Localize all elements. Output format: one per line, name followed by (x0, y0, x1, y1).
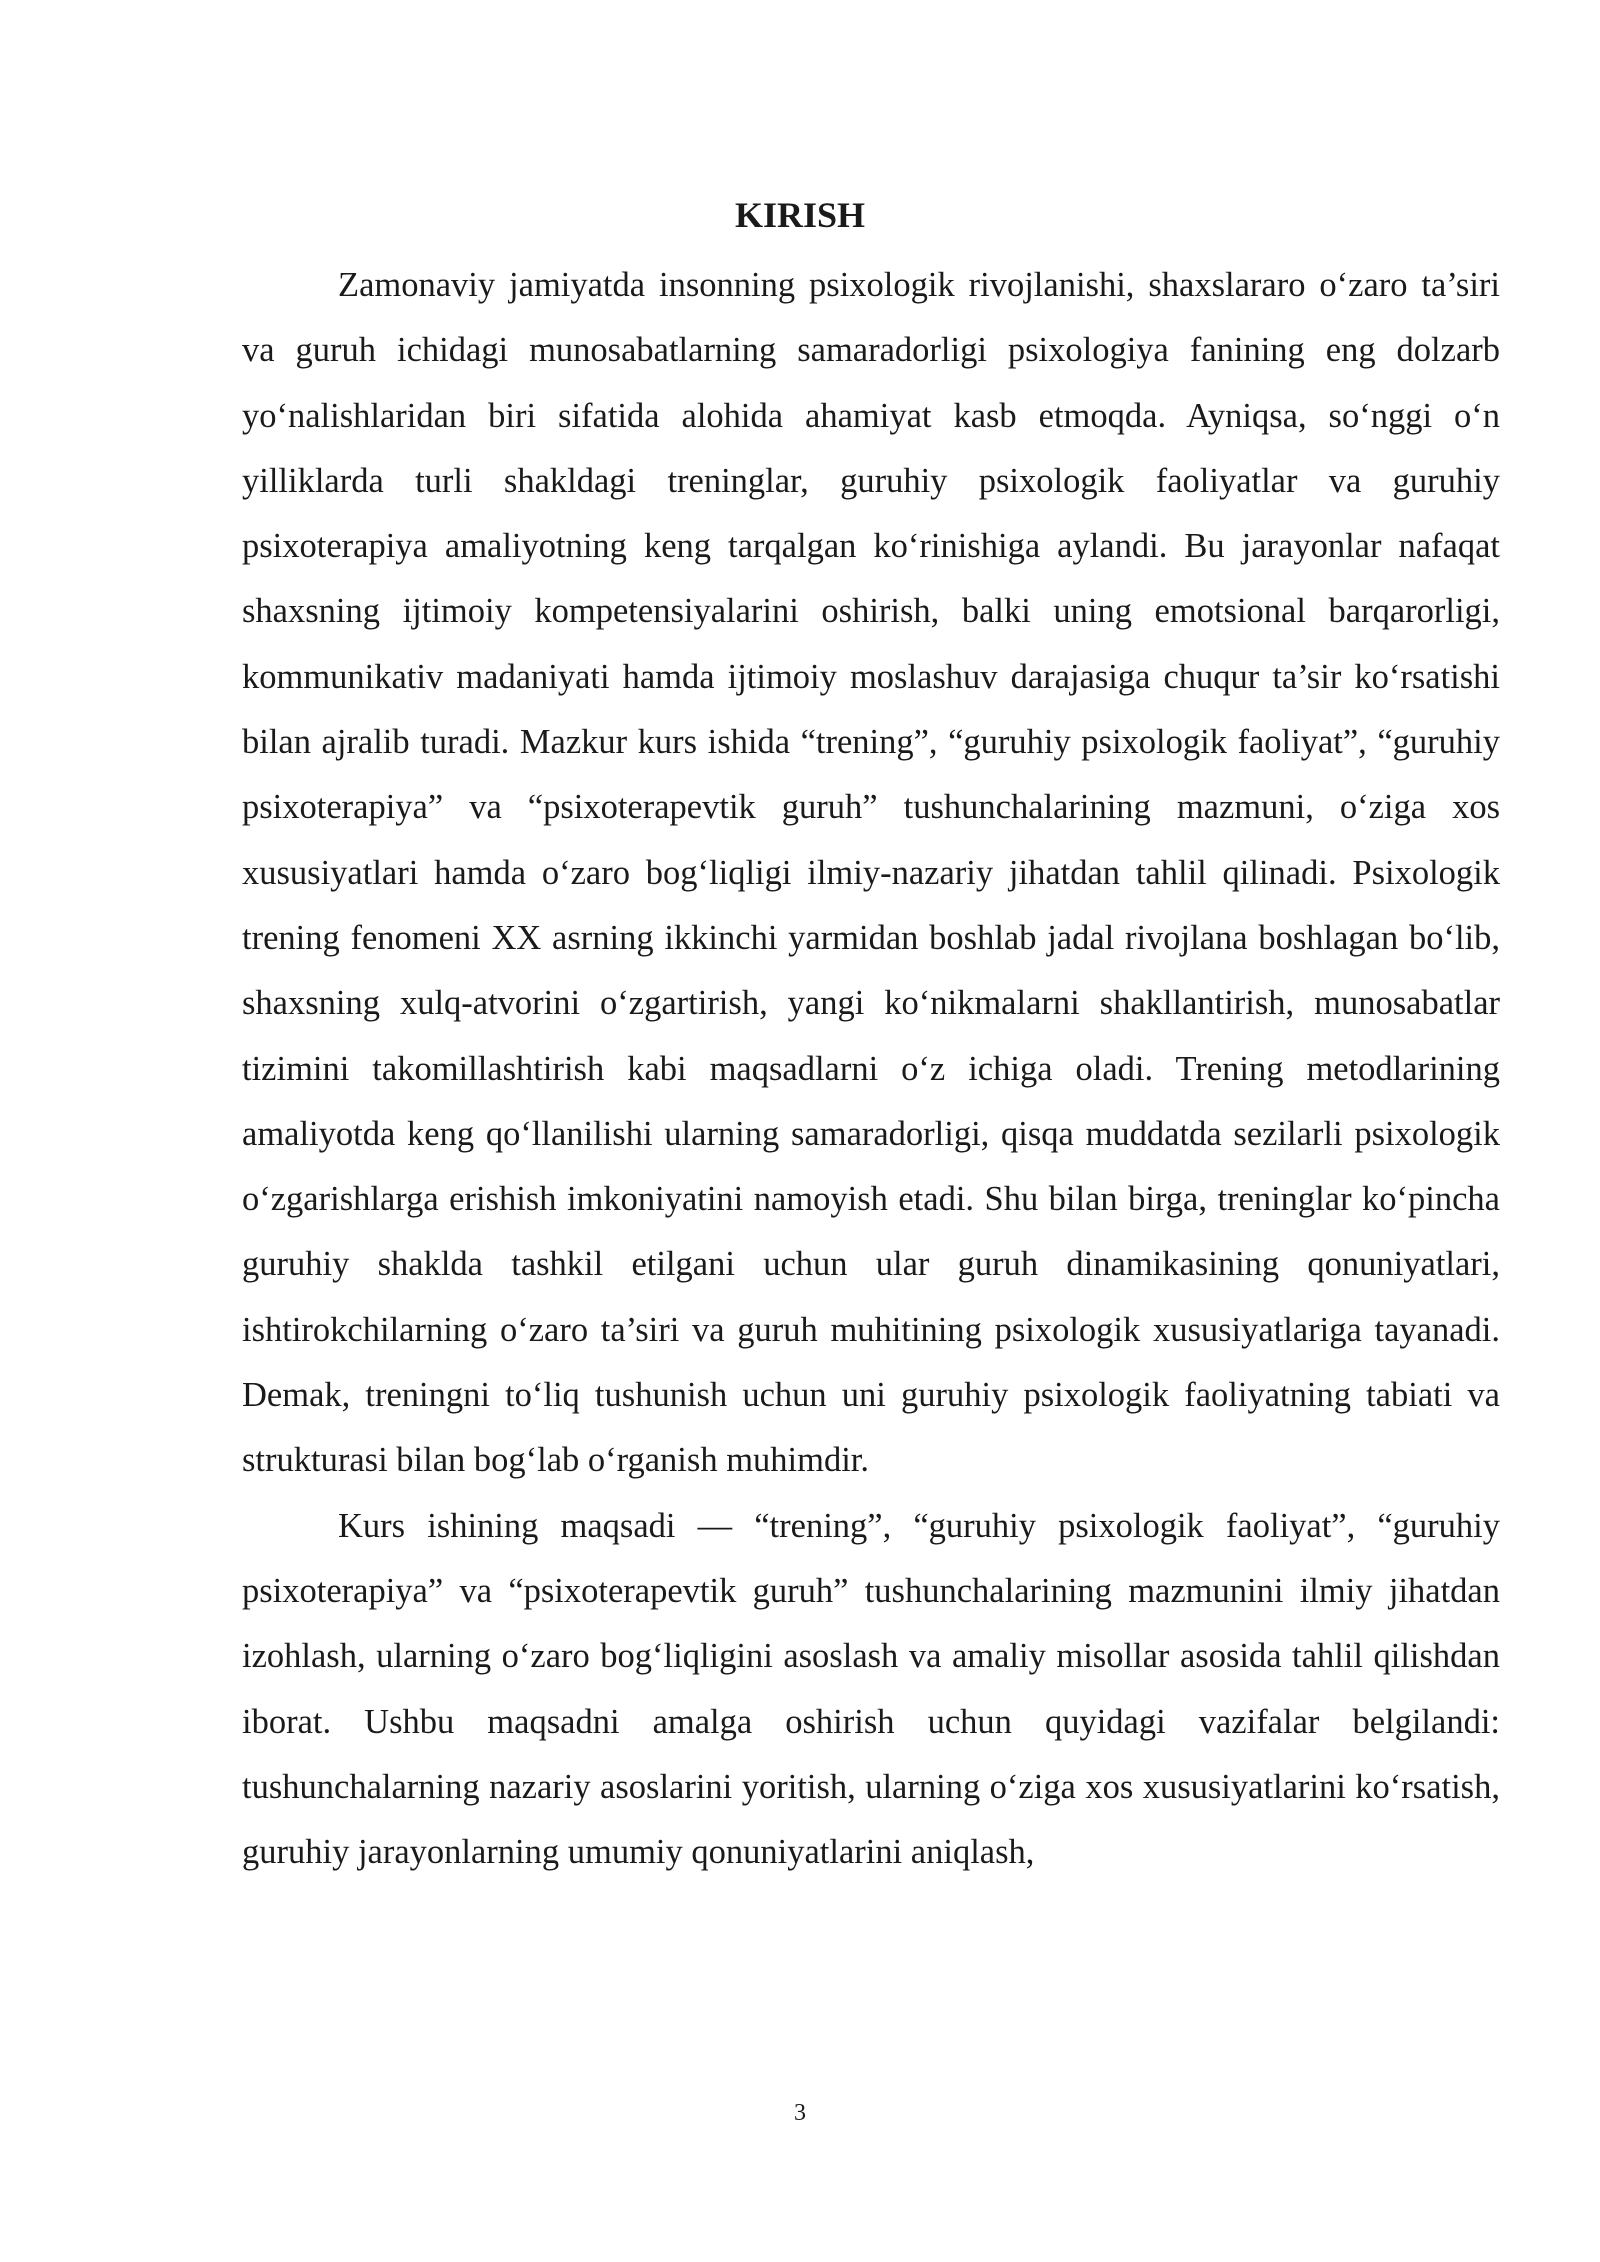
body-text (242, 253, 1500, 1885)
page-number: 3 (794, 2100, 806, 2126)
goal-paragraph: Kurs ishining maqsadi — “trening”, “guruhiy psixologik faoliyat”, “guruhiy psixoterapiya” va “psixoterapevtik guruh” tushunchalarining mazmunini ilmiy jihatdan izohlash, ularning o‘zaro bog‘liqligini asoslash va amaliy misollar asosida tahlil qilishdan iborat. Ushbu maqsadni amalga oshirish uchun quyidagi vazifalar belgilandi: tushunchalarning nazariy asoslarini yoritish, ularning o‘ziga xos xususiyatlarini ko‘rsatish, guruhiy jarayonlarning umumiy qonuniyatlarini aniqlash, (242, 1506, 1500, 1872)
intro-paragraph: Zamonaviy jamiyatda insonning psixologik rivojlanishi, shaxslararo o‘zaro ta’siri va guruh ichidagi munosabatlarning samaradorligi psixologiya fanining eng dolzarb yo‘nalishlaridan biri sifatida alohida ahamiyat kasb etmoqda. Ayniqsa, so‘nggi o‘n yilliklarda turli shakldagi treninglar, guruhiy psixologik faoliyatlar va guruhiy psixoterapiya amaliyotning keng tarqalgan ko‘rinishiga aylandi. Bu jarayonlar nafaqat shaxsning ijtimoiy kompetensiyalarini oshirish, balki uning emotsional barqarorligi, kommunikativ madaniyati hamda ijtimoiy moslashuv darajasiga chuqur ta’sir ko‘rsatishi bilan ajralib turadi. Mazkur kurs ishida “trening”, “guruhiy psixologik faoliyat”, “guruhiy psixoterapiya” va “psixoterapevtik guruh” tushunchalarining mazmuni, o‘ziga xos xususiyatlari hamda o‘zaro bog‘liqligi ilmiy-nazariy jihatdan tahlil qilinadi. Psixologik trening fenomeni XX asrning ikkinchi yarmidan boshlab jadal rivojlana boshlagan bo‘lib, shaxsning xulq-atvorini o‘zgartirish, yangi ko‘nikmalarni shakllantirish, munosabatlar tizimini takomillashtirish kabi maqsadlarni o‘z ichiga oladi. Trening metodlarining amaliyotda keng qo‘llanilishi ularning samaradorligi, qisqa muddatda sezilarli psixologik o‘zgarishlarga erishish imkoniyatini namoyish etadi. Shu bilan birga, treninglar ko‘pincha guruhiy shaklda tashkil etilgani uchun ular guruh dinamikasining qonuniyatlari, ishtirokchilarning o‘zaro ta’siri va guruh muhitining psixologik xususiyatlariga tayanadi. Demak, treningni to‘liq tushunish uchun uni guruhiy psixologik faoliyatning tabiati va strukturasi bilan bog‘lab o‘rganish muhimdir. (242, 266, 1500, 1480)
section-heading: KIRISH (734, 195, 866, 235)
